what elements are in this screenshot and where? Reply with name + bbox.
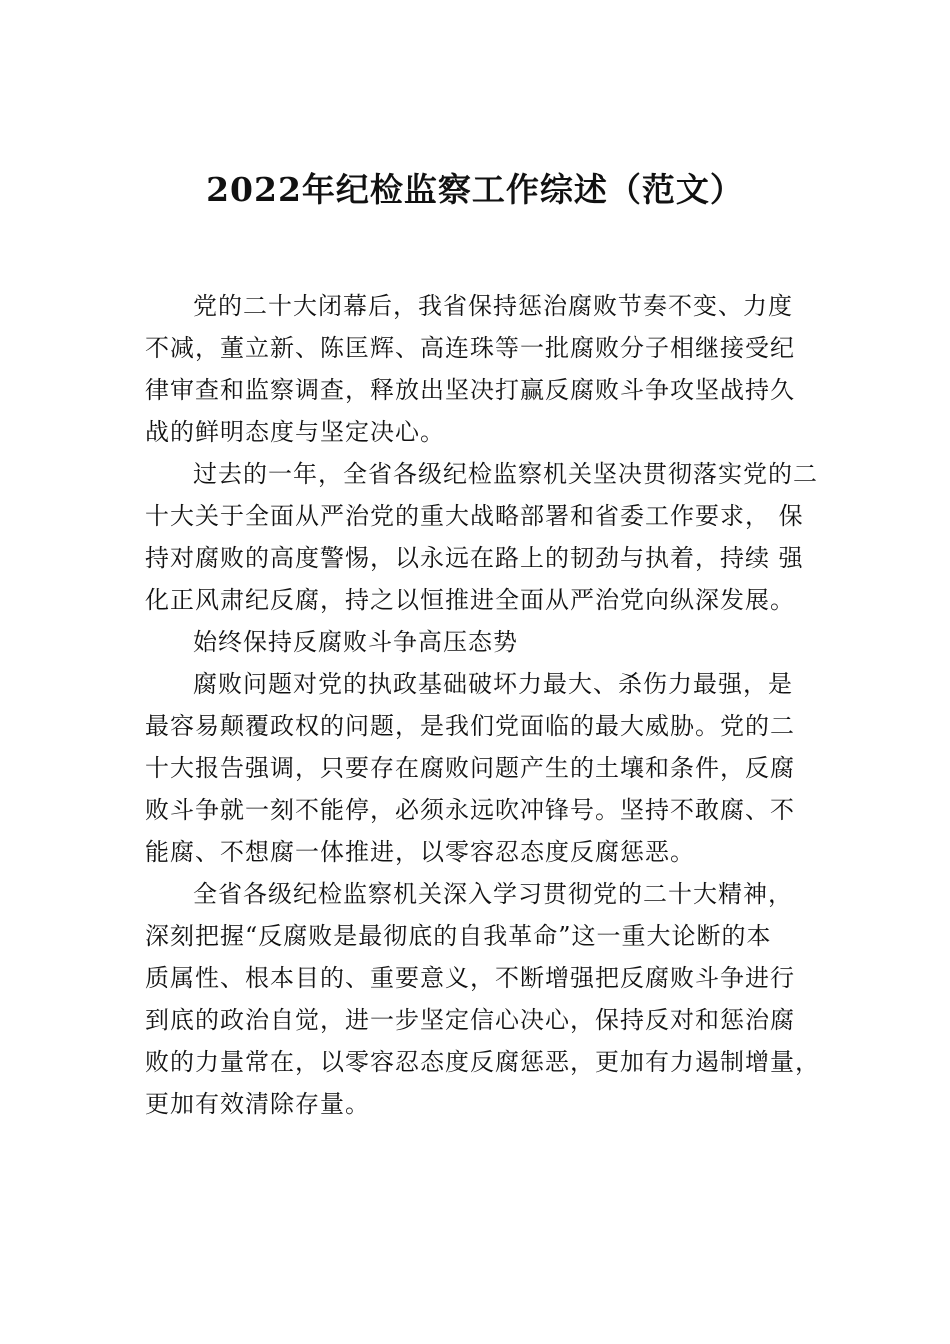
paragraph-3 <box>145 663 835 873</box>
paragraph-line: 过去的一年，全省各级纪检监察机关坚决贯彻落实党的二 <box>193 460 818 488</box>
paragraph-line: 不减，董立新、陈匡辉、高连珠等一批腐败分子相继接受纪 <box>145 334 795 362</box>
section-heading <box>145 621 835 663</box>
paragraph-line: 败斗争就一刻不能停，必须永远吹冲锋号。坚持不敢腐、不 <box>145 796 795 824</box>
paragraph-line: 到底的政治自觉，进一步坚定信心决心，保持反对和惩治腐 <box>145 1006 795 1034</box>
paragraph-line: 战的鲜明态度与坚定决心。 <box>145 418 445 446</box>
paragraph-1 <box>145 285 835 453</box>
paragraph-line: 最容易颠覆政权的问题，是我们党面临的最大威胁。党的二 <box>145 712 795 740</box>
paragraph-line: 更加有效清除存量。 <box>145 1090 370 1118</box>
paragraph-4 <box>145 873 835 1125</box>
document-title: 2022年纪检监察工作综述（范文） <box>206 170 744 209</box>
paragraph-line: 败的力量常在，以零容忍态度反腐惩恶，更加有力遏制增量， <box>145 1048 820 1076</box>
paragraph-line: 质属性、根本目的、重要意义，不断增强把反腐败斗争进行 <box>145 964 795 992</box>
paragraph-line: 全省各级纪检监察机关深入学习贯彻党的二十大精神， <box>193 880 793 908</box>
paragraph-line: 十大报告强调，只要存在腐败问题产生的土壤和条件，反腐 <box>145 754 795 782</box>
paragraph-line: 律审查和监察调查，释放出坚决打赢反腐败斗争攻坚战持久 <box>145 376 795 404</box>
document-body <box>145 285 835 1125</box>
paragraph-line: 党的二十大闭幕后，我省保持惩治腐败节奏不变、力度 <box>193 292 793 320</box>
paragraph-line: 深刻把握“反腐败是最彻底的自我革命”这一重大论断的本 <box>145 922 772 950</box>
paragraph-line: 腐败问题对党的执政基础破坏力最大、杀伤力最强，是 <box>193 670 793 698</box>
section-heading-text: 始终保持反腐败斗争高压态势 <box>193 628 518 656</box>
paragraph-line: 能腐、不想腐一体推进，以零容忍态度反腐惩恶。 <box>145 838 695 866</box>
paragraph-2 <box>145 453 835 621</box>
paragraph-line: 十大关于全面从严治党的重大战略部署和省委工作要求， 保 <box>145 502 804 530</box>
paragraph-line: 化正风肃纪反腐，持之以恒推进全面从严治党向纵深发展。 <box>145 586 795 614</box>
paragraph-line: 持对腐败的高度警惕，以永远在路上的韧劲与执着，持续 强 <box>145 544 804 572</box>
